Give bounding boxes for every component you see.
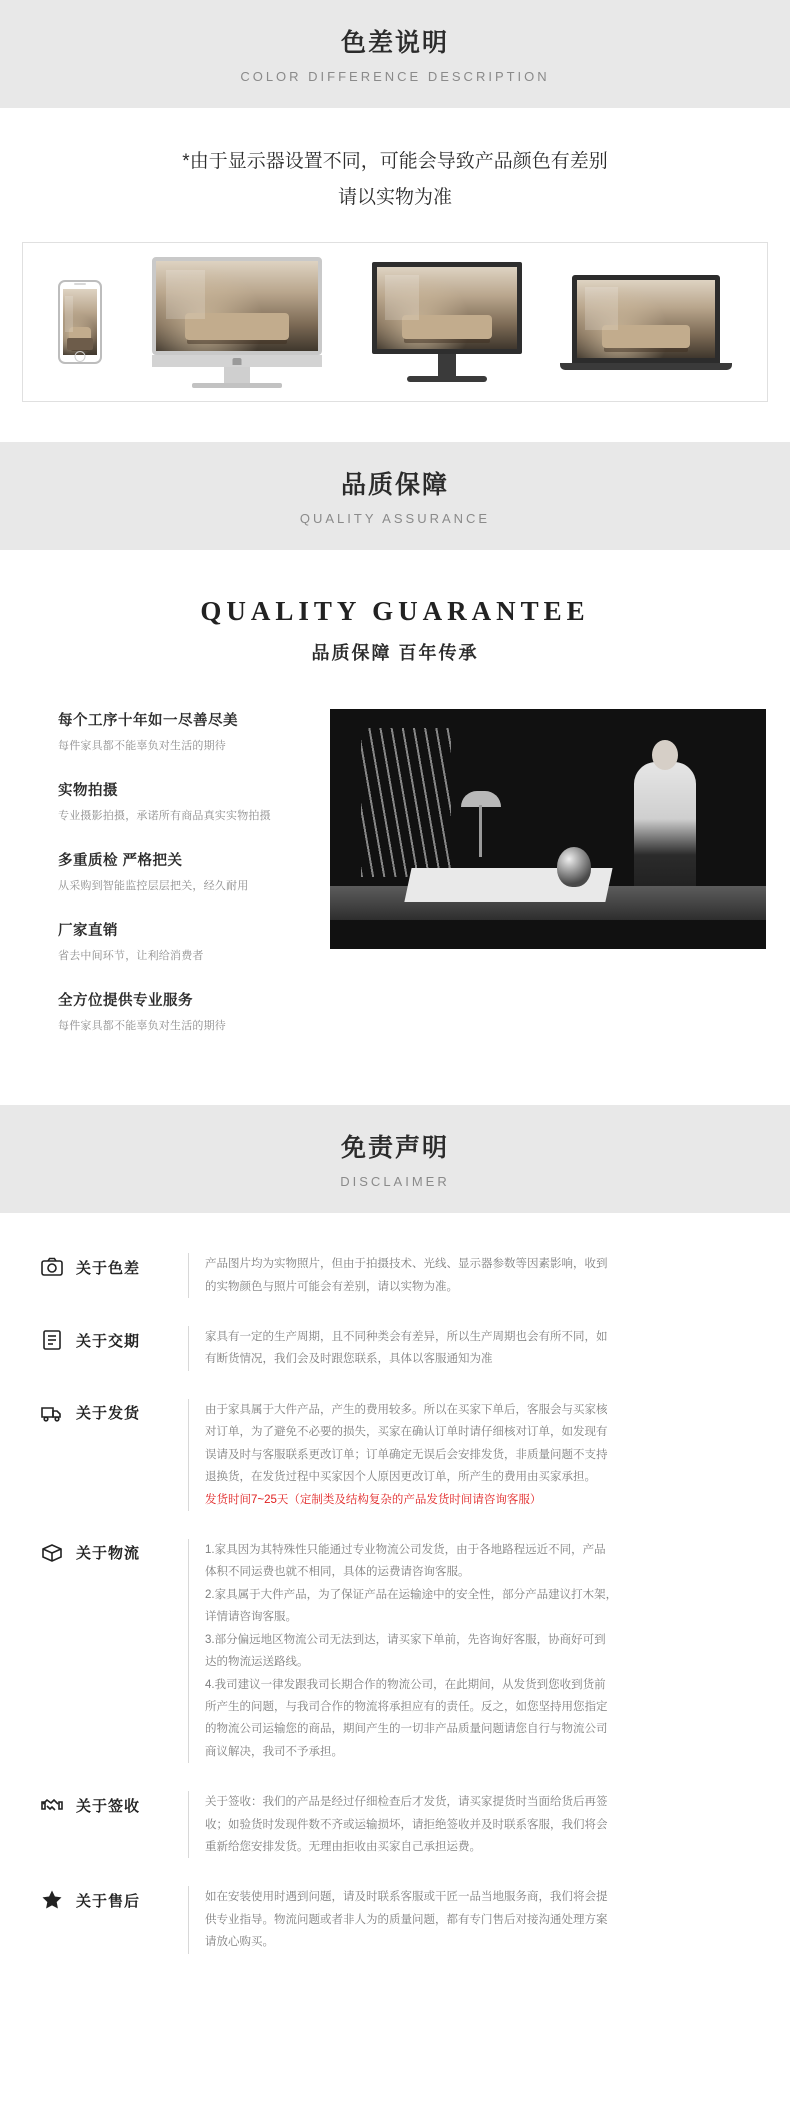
handshake-icon — [40, 1793, 64, 1817]
disclaimer-row-text — [188, 1399, 762, 1511]
paragraph: 4.我司建议一律发跟我司长期合作的物流公司，在此期间，从发货到您收到货前 — [205, 1678, 606, 1691]
paragraph: 退换货，在发货过程中买家因个人原因更改订单，所产生的费用由买家承担。 — [205, 1471, 596, 1484]
paragraph: 所产生的问题，与我司合作的物流将承担应有的责任。反之，如您坚持用您指定 — [205, 1700, 608, 1713]
disclaimer-row-text — [188, 1253, 762, 1298]
paragraph: 有断货情况，我们会及时跟您联系，具体以客服通知为准 — [205, 1353, 493, 1366]
paragraph: 产品图片均为实物照片，但由于拍摄技术、光线、显示器参数等因素影响，收到 — [205, 1258, 608, 1271]
disclaimer-row-title: 关于售后 — [76, 1892, 141, 1910]
disclaimer-row-head — [40, 1886, 188, 1912]
disclaimer-row-title: 关于签收 — [76, 1797, 141, 1815]
feature-title: 厂家直销 — [58, 923, 118, 940]
feature-desc: 省去中间环节，让利给消费者 — [58, 950, 204, 963]
disclaimer-row-title: 关于色差 — [76, 1259, 141, 1277]
list-item — [58, 779, 324, 823]
note-line-2: 请以实物为准 — [337, 187, 452, 209]
color-difference-note — [0, 108, 790, 242]
disclaimer-row — [0, 1872, 790, 1967]
quality-feature-list — [24, 709, 324, 1059]
paragraph: 家具有一定的生产周期，且不同种类会有差异，所以生产周期也会有所不同，如 — [205, 1331, 608, 1344]
calendar-icon — [40, 1328, 64, 1352]
feature-desc: 每件家具都不能辜负对生活的期待 — [58, 1020, 226, 1033]
paragraph: 收；如验货时发现件数不齐或运输损坏，请拒绝签收并及时联系客服，我们将会 — [205, 1818, 608, 1831]
disclaimer-row-title: 关于发货 — [76, 1405, 141, 1423]
paragraph: 达的物流运送路线。 — [205, 1656, 309, 1669]
paragraph: 体积不同运费也就不相同，具体的运费请咨询客服。 — [205, 1566, 470, 1579]
feature-title: 每个工序十年如一尽善尽美 — [58, 713, 238, 730]
star-icon — [40, 1888, 64, 1912]
feature-desc: 每件家具都不能辜负对生活的期待 — [58, 740, 226, 753]
disclaimer-row-title: 关于物流 — [76, 1545, 141, 1563]
disclaimer-row-head — [40, 1326, 188, 1352]
list-item — [58, 709, 324, 753]
phone-device — [58, 280, 102, 364]
disclaimer-row — [0, 1777, 790, 1872]
disclaimer-row — [0, 1385, 790, 1525]
quality-headline-cn: 品质保障 百年传承 — [311, 643, 479, 664]
disclaimer-row — [0, 1239, 790, 1312]
disclaimer-row-text — [188, 1886, 762, 1953]
craftsman-photo — [330, 709, 766, 949]
disclaimer-row-text — [188, 1326, 762, 1371]
list-item — [58, 989, 324, 1033]
paragraph: 由于家具属于大件产品，产生的费用较多。所以在买家下单后，客服会与买家核 — [205, 1403, 608, 1416]
list-item — [58, 919, 324, 963]
note-line-1: *由于显示器设置不同，可能会导致产品颜色有差别 — [182, 151, 608, 172]
quality-assurance-banner — [0, 442, 790, 550]
section-title-en: DISCLAIMER — [340, 1174, 450, 1190]
paragraph: 详情请咨询客服。 — [205, 1611, 297, 1624]
disclaimer-body — [0, 1213, 790, 2008]
section-title-cn: 品质保障 — [340, 471, 449, 500]
disclaimer-banner — [0, 1105, 790, 1213]
devices-illustration — [22, 242, 768, 402]
paragraph: 供专业指导。物流问题或者非人为的质量问题，都有专门售后对接沟通处理方案 — [205, 1913, 608, 1926]
feature-title: 多重质检 严格把关 — [58, 853, 183, 870]
paragraph: 的实物颜色与照片可能会有差别，请以实物为准。 — [205, 1280, 458, 1293]
feature-desc: 从采购到智能监控层层把关，经久耐用 — [58, 880, 249, 893]
disclaimer-row — [0, 1525, 790, 1777]
paragraph: 商议解决，我司不予承担。 — [205, 1745, 343, 1758]
quality-headline-en: QUALITY GUARANTEE — [200, 596, 590, 627]
monitor-device — [372, 262, 522, 382]
paragraph: 误请及时与客服联系更改订单；订单确定无误后会安排发货，非质量问题不支持 — [205, 1448, 608, 1461]
disclaimer-row-head — [40, 1539, 188, 1565]
paragraph: 关于签收：我们的产品是经过仔细检查后才发货，请买家提货时当面给货后再签 — [205, 1796, 608, 1809]
disclaimer-row-title: 关于交期 — [76, 1332, 141, 1350]
paragraph: 2.家具属于大件产品，为了保证产品在运输途中的安全性，部分产品建议打木架， — [205, 1588, 618, 1601]
camera-icon — [40, 1255, 64, 1279]
paragraph-highlight: 发货时间7~25天（定制类及结构复杂的产品发货时间请咨询客服） — [205, 1493, 542, 1506]
laptop-device — [572, 275, 732, 370]
disclaimer-row-text — [188, 1791, 762, 1858]
paragraph: 如在安装使用时遇到问题，请及时联系客服或干匠一品当地服务商，我们将会提 — [205, 1891, 608, 1904]
imac-device — [152, 257, 322, 388]
paragraph: 3.部分偏远地区物流公司无法到达，请买家下单前，先咨询好客服，协商好可到 — [205, 1633, 606, 1646]
feature-title: 全方位提供专业服务 — [58, 993, 193, 1010]
disclaimer-row-text — [188, 1539, 762, 1763]
truck-icon — [40, 1401, 64, 1425]
section-title-en: QUALITY ASSURANCE — [299, 511, 491, 527]
disclaimer-row — [0, 1312, 790, 1385]
section-title-cn: 色差说明 — [340, 29, 449, 57]
paragraph: 对订单，为了避免不必要的损失，买家在确认订单时请仔细核对订单，如发现有 — [205, 1426, 608, 1439]
paragraph: 重新给您安排发货。无理由拒收由买家自己承担运费。 — [205, 1841, 481, 1854]
paragraph: 的物流公司运输您的商品，期间产生的一切非产品质量问题请您自行与物流公司 — [205, 1723, 608, 1736]
color-difference-banner — [0, 0, 790, 108]
list-item — [58, 849, 324, 893]
box-icon — [40, 1541, 64, 1565]
section-title-en: COLOR DIFFERENCE DESCRIPTION — [240, 69, 550, 84]
section-title-cn: 免责声明 — [340, 1134, 449, 1163]
disclaimer-row-head — [40, 1399, 188, 1425]
quality-headline — [0, 550, 790, 675]
disclaimer-row-head — [40, 1253, 188, 1279]
feature-desc: 专业摄影拍摄，承诺所有商品真实实物拍摄 — [58, 810, 271, 823]
paragraph: 请放心购买。 — [205, 1936, 274, 1949]
paragraph: 1.家具因为其特殊性只能通过专业物流公司发货，由于各地路程远近不同，产品 — [205, 1543, 606, 1556]
feature-title: 实物拍摄 — [58, 783, 118, 800]
quality-body — [0, 675, 790, 1105]
disclaimer-row-head — [40, 1791, 188, 1817]
